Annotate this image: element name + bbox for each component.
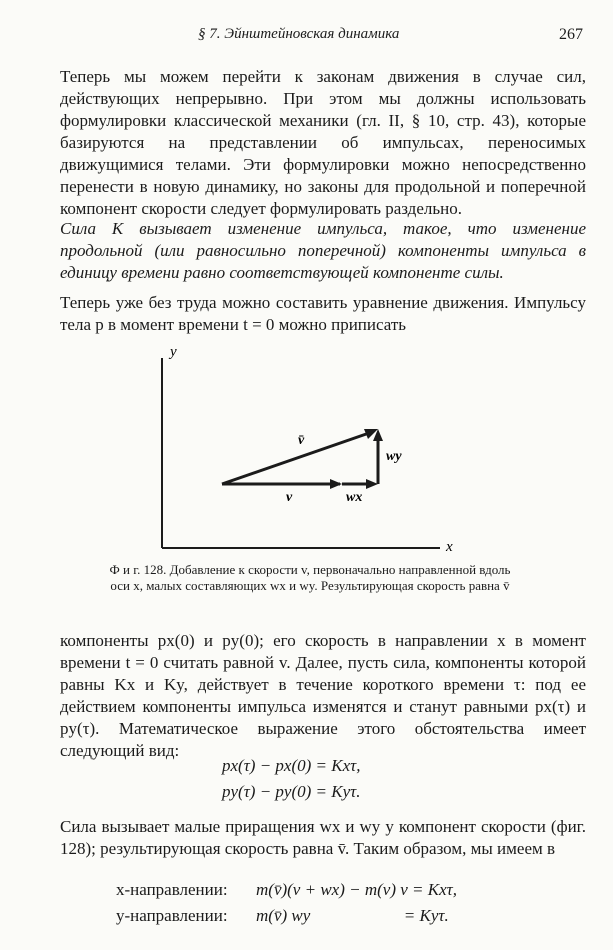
equation-4: m(v̄) wy = Kyτ. <box>256 906 449 925</box>
wy-label: wy <box>386 449 402 464</box>
paragraph-1: Теперь мы можем перейти к законам движения в случае сил, действующих непрерывно. При этом мы должны использовать формулировки классической механики (гл. II, § 10, стр. 43), которые базируются на представлении об импульсах, переносимых движущимися телами. Эти формулировки можно непосредственно перенести в новую динамику, но законы для продольной и поперечной компонент скорости следует формулировать раздельно. <box>60 67 586 218</box>
equation-1: px(τ) − px(0) = Kxτ, <box>222 756 361 775</box>
y-axis-label: y <box>170 344 177 360</box>
paragraph-5: Сила вызывает малые приращения wx и wy у компонент скорости (фиг. 128); результирующая скорость равна v̄. Таким образом, мы имеем в <box>60 817 586 858</box>
equation-4-label: y-направлении: <box>116 906 228 925</box>
page-number: 267 <box>559 26 583 43</box>
page-header <box>0 26 613 48</box>
paragraph-3: Теперь уже без труда можно составить уравнение движения. Импульсу тела p в момент времени t = 0 можно приписать <box>60 293 586 334</box>
paragraph-2-law: Сила K вызывает изменение импульса, такое, что изменение продольной (или равносильно поперечной) компоненты импульса в единицу времени равно соответствующей компоненте силы. <box>60 219 586 282</box>
equation-3: m(v̄)(v + wx) − m(v) v = Kxτ, <box>256 880 457 899</box>
wx-label: wx <box>346 490 363 505</box>
v-label: v <box>286 490 293 505</box>
wx-arrowhead <box>366 479 378 489</box>
v-arrowhead <box>330 479 342 489</box>
equation-2: py(τ) − py(0) = Kyτ. <box>222 782 361 801</box>
velocity-figure <box>140 338 470 568</box>
section-title: § 7. Эйнштейновская динамика <box>198 26 400 42</box>
x-axis-label: x <box>446 539 453 555</box>
equation-3-label: x-направлении: <box>116 880 228 899</box>
paragraph-4: компоненты px(0) и py(0); его скорость в направлении x в момент времени t = 0 считать равной v. Далее, пусть сила, компоненты которой равны Kx и Ky, действует в течение короткого времени τ: под ее действием компоненты импульса изменятся и станут равными px(τ) и py(τ). Математическое выражение этого обстоятельства имеет следующий вид: <box>60 631 586 760</box>
figure-caption: Ф и г. 128. Добавление к скорости v, первоначально направленной вдоль оси x, малых составляющих wx и wy. Результирующая скорость равна v̄ <box>109 562 511 593</box>
vbar-vector <box>222 432 372 484</box>
vbar-label: v̄ <box>298 433 305 448</box>
